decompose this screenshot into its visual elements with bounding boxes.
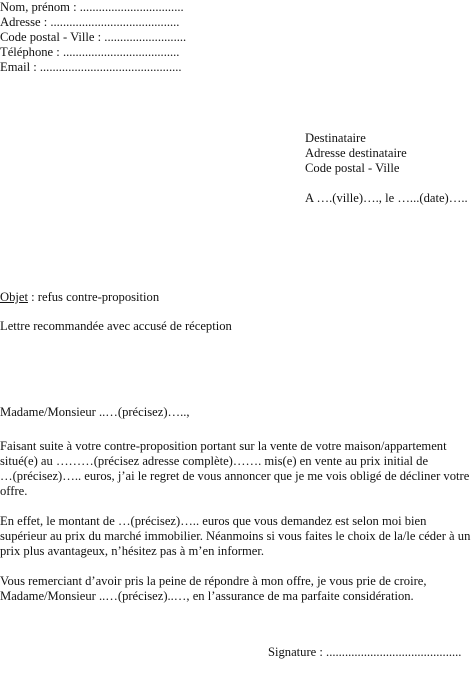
recipient-name: Destinataire xyxy=(305,131,366,145)
sender-email-line: Email : ............................................. xyxy=(0,60,182,74)
paragraph-line: Vous remerciant d’avoir pris la peine de répondre à mon offre, je vous prie de croire, xyxy=(0,574,427,588)
paragraph-line: supérieur au prix du marché immobilier. Néanmoins si vous faites le choix de la/le céder à un xyxy=(0,529,471,543)
recipient-block xyxy=(305,131,468,206)
sender-address-line: Adresse : ......................................... xyxy=(0,15,180,29)
paragraph-line: Faisant suite à votre contre-proposition portant sur la vente de votre maison/appartement xyxy=(0,439,447,453)
recipient-postal: Code postal - Ville xyxy=(305,161,400,175)
paragraph-line: offre. xyxy=(0,484,28,498)
paragraph-line: En effet, le montant de …(précisez)….. euros que vous demandez est selon moi bien xyxy=(0,514,427,528)
paragraph-market-price xyxy=(0,514,474,559)
subject-text: : refus contre-proposition xyxy=(27,290,160,304)
salutation: Madame/Monsieur ..…(précisez)….., xyxy=(0,405,190,419)
subject-label: Objet xyxy=(0,290,28,304)
paragraph-line: situé(e) au ………(précisez adresse complète)……. mis(e) en vente au prix initial de xyxy=(0,454,429,468)
sender-name-line: Nom, prénom : ................................. xyxy=(0,0,184,14)
paragraph-line: …(précisez)….. euros, j’ai le regret de vous annoncer que je me vois obligé de décliner votre xyxy=(0,469,470,483)
signature-line: Signature : ........................................... xyxy=(268,645,462,659)
registered-mail-note: Lettre recommandée avec accusé de réception xyxy=(0,319,232,333)
sender-postal-line: Code postal - Ville : .......................... xyxy=(0,30,187,44)
paragraph-line: Madame/Monsieur ..…(précisez)..…, en l’assurance de ma parfaite considération. xyxy=(0,589,414,603)
recipient-address: Adresse destinataire xyxy=(305,146,407,160)
paragraph-closing xyxy=(0,574,474,604)
sender-phone-line: Téléphone : ..................................... xyxy=(0,45,180,59)
paragraph-line: prix plus avantageux, n’hésitez pas à m’en informer. xyxy=(0,544,265,558)
sender-block xyxy=(0,0,186,75)
paragraph-counter-offer xyxy=(0,439,474,499)
place-date-line: A ….(ville)…., le …...(date)….. xyxy=(305,191,468,205)
subject-line xyxy=(0,290,159,305)
